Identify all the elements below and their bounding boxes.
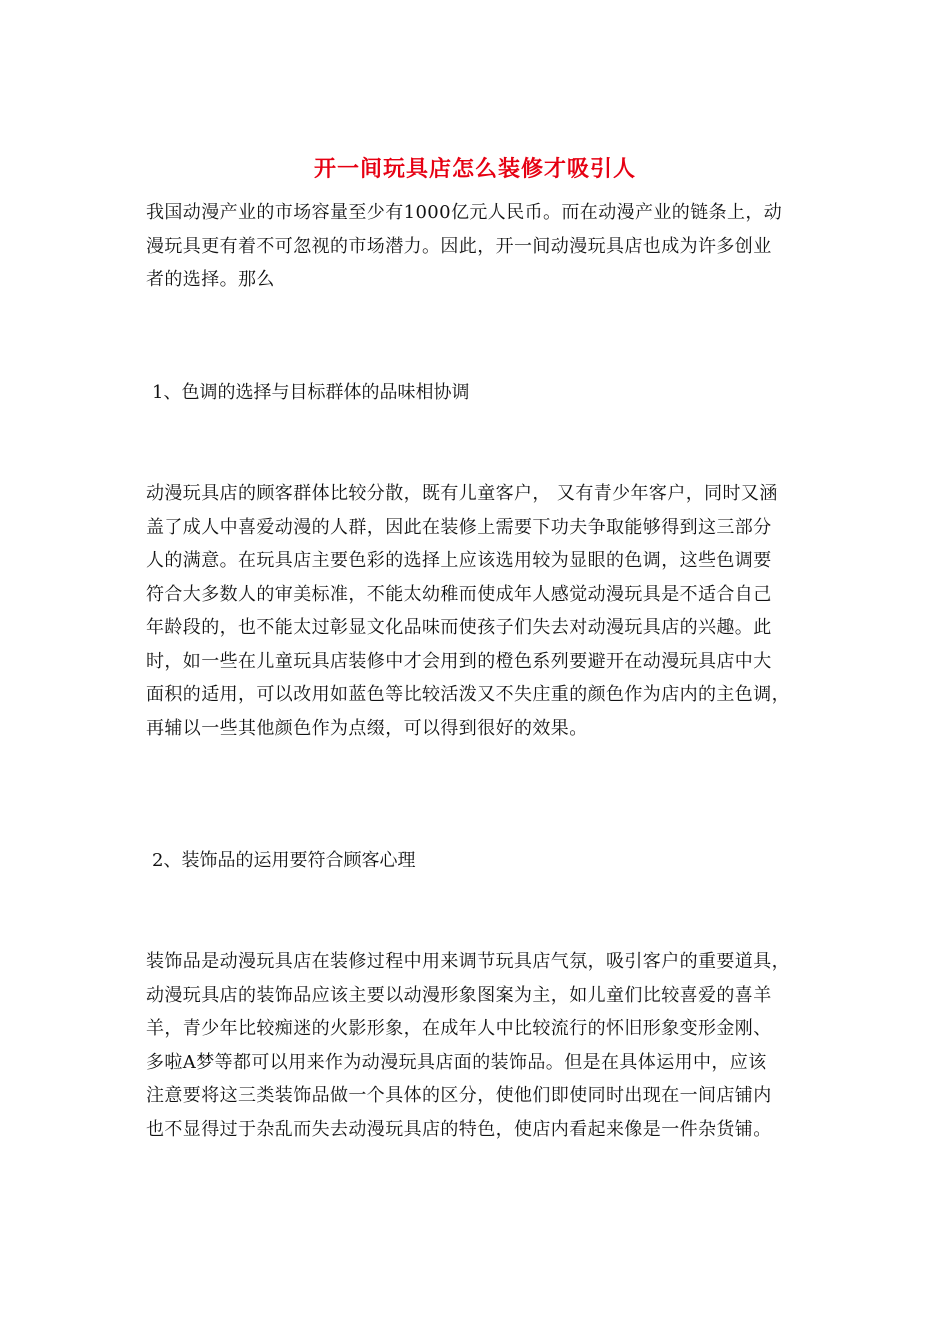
paragraph-line: 多啦A梦等都可以用来作为动漫玩具店面的装饰品。但是在具体运用中，应该 [146,1051,767,1073]
paragraph-line: 时，如一些在儿童玩具店装修中才会用到的橙色系列要避开在动漫玩具店中大 [146,650,772,672]
paragraph-line: 羊，青少年比较痴迷的火影形象，在成年人中比较流行的怀旧形象变形金刚、 [146,1018,772,1039]
paragraph-line: 注意要将这三类装饰品做一个具体的区分，使他们即使同时出现在一间店铺内 [146,1085,772,1106]
intro-line: 我国动漫产业的市场容量至少有1000亿元人民币。而在动漫产业的链条上，动 [146,202,783,223]
paragraph-line: 动漫玩具店的顾客群体比较分散，既有儿童客户， 又有青少年客户，同时又涵 [146,483,778,504]
paragraph-line: 动漫玩具店的装饰品应该主要以动漫形象图案为主，如儿童们比较喜爱的喜羊 [146,984,772,1006]
intro-line: 漫玩具更有着不可忽视的市场潜力。因此，开一间动漫玩具店也成为许多创业 [146,235,772,257]
paragraph-line: 装饰品是动漫玩具店在装修过程中用来调节玩具店气氛，吸引客户的重要道具， [146,951,790,972]
section-1-heading: 1、色调的选择与目标群体的品味相协调 [152,382,470,403]
section-2-heading: 2、装饰品的运用要符合顾客心理 [152,850,416,871]
paragraph-line: 再辅以一些其他颜色作为点缀，可以得到很好的效果。 [146,717,588,739]
section-2-paragraph [146,945,816,1146]
intro-line: 者的选择。那么 [146,269,275,290]
intro-paragraph [146,196,816,297]
paragraph-line: 人的满意。在玩具店主要色彩的选择上应该选用较为显眼的色调，这些色调要 [146,550,772,571]
paragraph-line: 也不显得过于杂乱而失去动漫玩具店的特色，使店内看起来像是一件杂货铺。 [146,1118,772,1140]
section-1-paragraph [146,477,816,745]
document-title: 开一间玩具店怎么装修才吸引人 [313,156,636,182]
paragraph-line: 面积的适用，可以改用如蓝色等比较活泼又不失庄重的颜色作为店内的主色调， [146,684,790,705]
paragraph-line: 盖了成人中喜爱动漫的人群，因此在装修上需要下功夫争取能够得到这三部分 [146,516,772,538]
paragraph-line: 符合大多数人的审美标准，不能太幼稚而使成年人感觉动漫玩具是不适合自己 [146,583,772,605]
paragraph-line: 年龄段的，也不能太过彰显文化品味而使孩子们失去对动漫玩具店的兴趣。此 [146,617,772,638]
